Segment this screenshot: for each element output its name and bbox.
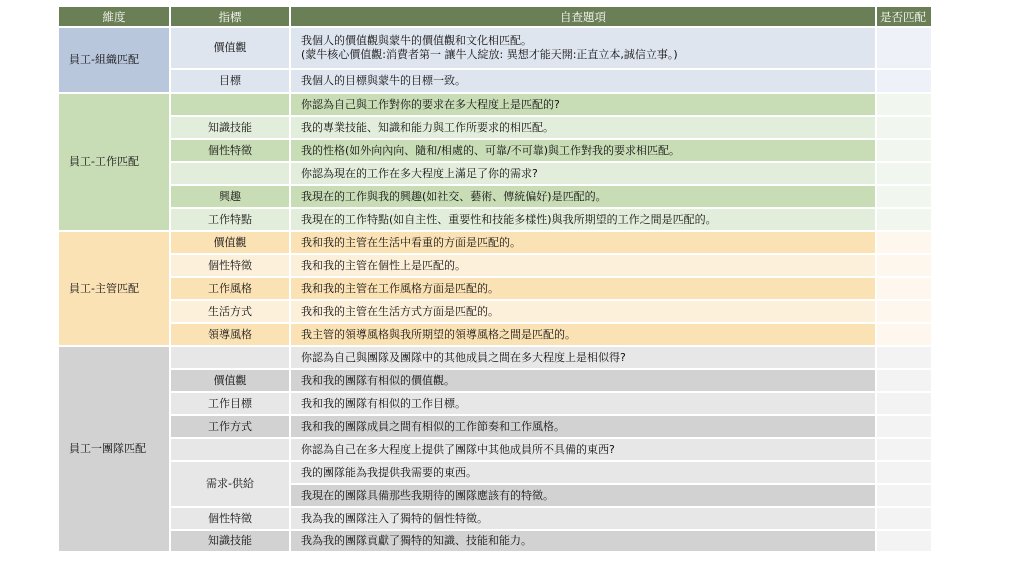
item-cell: 我個人的目標與蒙牛的目標一致。 xyxy=(290,69,876,93)
indicator-cell xyxy=(170,162,290,185)
table-row xyxy=(58,93,932,116)
match-cell[interactable] xyxy=(876,277,932,300)
match-cell[interactable] xyxy=(876,415,932,438)
table-row xyxy=(58,254,932,277)
dimension-cell-job: 員工-工作匹配 xyxy=(58,93,170,231)
self-check-table xyxy=(57,5,933,553)
indicator-cell: 個性特徵 xyxy=(170,254,290,277)
table-row xyxy=(58,392,932,415)
table-row xyxy=(58,346,932,369)
table-row xyxy=(58,27,932,69)
item-cell: 我和我的團隊成員之間有相似的工作節奏和工作風格。 xyxy=(290,415,876,438)
match-cell[interactable] xyxy=(876,185,932,208)
indicator-cell xyxy=(170,346,290,369)
item-cell: 你認為自己與團隊及團隊中的其他成員之間在多大程度上是相似得? xyxy=(290,346,876,369)
table-row xyxy=(58,530,932,552)
indicator-cell: 目標 xyxy=(170,69,290,93)
indicator-cell: 工作目標 xyxy=(170,392,290,415)
match-cell[interactable] xyxy=(876,392,932,415)
match-cell[interactable] xyxy=(876,231,932,254)
item-cell xyxy=(290,27,876,69)
table-row xyxy=(58,69,932,93)
header-item: 自查題項 xyxy=(290,6,876,27)
table-row xyxy=(58,208,932,231)
table-row xyxy=(58,507,932,530)
table-row xyxy=(58,185,932,208)
item-cell: 我現在的工作與我的興趣(如社交、藝術、傳統偏好)是匹配的。 xyxy=(290,185,876,208)
match-cell[interactable] xyxy=(876,461,932,484)
dimension-cell-supervisor: 員工-主管匹配 xyxy=(58,231,170,346)
item-line: (蒙牛核心價值觀:消費者第一 讓牛人綻放: 異想才能天開:正直立本,誠信立事。) xyxy=(301,48,678,61)
item-cell: 我的團隊能為我提供我需要的東西。 xyxy=(290,461,876,484)
table-row xyxy=(58,116,932,139)
indicator-cell: 工作特點 xyxy=(170,208,290,231)
item-cell: 我的專業技能、知識和能力與工作所要求的相匹配。 xyxy=(290,116,876,139)
indicator-cell: 價值觀 xyxy=(170,27,290,69)
item-cell: 你認為自己與工作對你的要求在多大程度上是匹配的? xyxy=(290,93,876,116)
match-cell[interactable] xyxy=(876,484,932,507)
match-cell[interactable] xyxy=(876,208,932,231)
table-row xyxy=(58,139,932,162)
indicator-cell: 工作風格 xyxy=(170,277,290,300)
match-cell[interactable] xyxy=(876,27,932,69)
header-match: 是否匹配 xyxy=(876,6,932,27)
item-cell: 我為我的團隊貢獻了獨特的知識、技能和能力。 xyxy=(290,530,876,552)
match-cell[interactable] xyxy=(876,69,932,93)
match-cell[interactable] xyxy=(876,530,932,552)
match-cell[interactable] xyxy=(876,300,932,323)
table-row xyxy=(58,461,932,484)
match-cell[interactable] xyxy=(876,139,932,162)
table-row xyxy=(58,369,932,392)
item-cell: 我和我的主管在生活中看重的方面是匹配的。 xyxy=(290,231,876,254)
indicator-cell: 需求-供給 xyxy=(170,461,290,507)
match-cell[interactable] xyxy=(876,507,932,530)
table-row xyxy=(58,300,932,323)
header-dimension: 維度 xyxy=(58,6,170,27)
item-line: 我個人的價值觀與蒙牛的價值觀和文化相匹配。 xyxy=(301,34,532,47)
item-cell: 我主管的領導風格與我所期望的領導風格之間是匹配的。 xyxy=(290,323,876,346)
table-row xyxy=(58,323,932,346)
item-cell: 你認為自己在多大程度上提供了團隊中其他成員所不具備的東西? xyxy=(290,438,876,461)
table-row xyxy=(58,277,932,300)
match-cell[interactable] xyxy=(876,438,932,461)
table-row xyxy=(58,438,932,461)
item-cell: 我和我的主管在個性上是匹配的。 xyxy=(290,254,876,277)
indicator-cell: 生活方式 xyxy=(170,300,290,323)
item-cell: 我和我的主管在工作風格方面是匹配的。 xyxy=(290,277,876,300)
header-row xyxy=(58,6,932,27)
match-cell[interactable] xyxy=(876,346,932,369)
match-cell[interactable] xyxy=(876,369,932,392)
item-cell: 我為我的團隊注入了獨特的個性特徵。 xyxy=(290,507,876,530)
indicator-cell: 工作方式 xyxy=(170,415,290,438)
item-cell: 我現在的工作特點(如自主性、重要性和技能多樣性)與我所期望的工作之間是匹配的。 xyxy=(290,208,876,231)
indicator-cell xyxy=(170,93,290,116)
item-cell: 我和我的團隊有相似的價值觀。 xyxy=(290,369,876,392)
match-cell[interactable] xyxy=(876,116,932,139)
indicator-cell: 知識技能 xyxy=(170,116,290,139)
header-indicator: 指標 xyxy=(170,6,290,27)
match-cell[interactable] xyxy=(876,162,932,185)
indicator-cell: 個性特徵 xyxy=(170,507,290,530)
match-cell[interactable] xyxy=(876,323,932,346)
dimension-cell-org: 員工-組織匹配 xyxy=(58,27,170,93)
indicator-cell: 個性特徵 xyxy=(170,139,290,162)
dimension-cell-team: 員工一團隊匹配 xyxy=(58,346,170,552)
item-cell: 我現在的團隊具備那些我期待的團隊應該有的特徵。 xyxy=(290,484,876,507)
indicator-cell: 價值觀 xyxy=(170,231,290,254)
indicator-cell: 知識技能 xyxy=(170,530,290,552)
table-row xyxy=(58,415,932,438)
item-cell: 我和我的主管在生活方式方面是匹配的。 xyxy=(290,300,876,323)
indicator-cell: 價值觀 xyxy=(170,369,290,392)
indicator-cell xyxy=(170,438,290,461)
indicator-cell: 興趣 xyxy=(170,185,290,208)
item-cell: 我和我的團隊有相似的工作目標。 xyxy=(290,392,876,415)
table-row xyxy=(58,231,932,254)
item-cell: 你認為現在的工作在多大程度上滿足了你的需求? xyxy=(290,162,876,185)
item-cell: 我的性格(如外向內向、隨和/相處的、可靠/不可靠)與工作對我的要求相匹配。 xyxy=(290,139,876,162)
table-row xyxy=(58,162,932,185)
match-cell[interactable] xyxy=(876,93,932,116)
indicator-cell: 領導風格 xyxy=(170,323,290,346)
match-cell[interactable] xyxy=(876,254,932,277)
